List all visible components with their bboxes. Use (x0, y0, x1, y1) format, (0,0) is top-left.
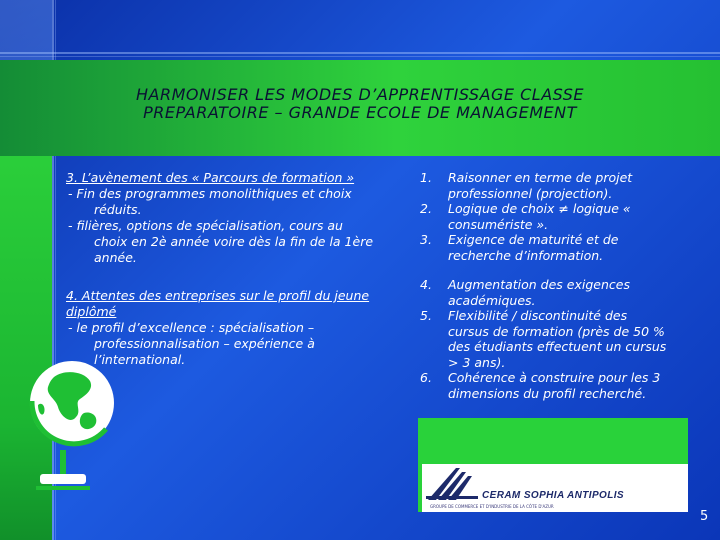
list-number: 5. (420, 308, 432, 323)
section-4-heading: 4. Attentes des entreprises sur le profil du jeune diplômé (66, 288, 370, 319)
list-text: Exigence de maturité et de recherche d’information. (448, 232, 619, 263)
list-text: Augmentation des exigences académiques. (448, 277, 630, 308)
list-item (420, 308, 670, 370)
page-number: 5 (700, 509, 709, 524)
section-4-item-1: - le profil d’excellence : spécialisation – professionnalisation – expérience à l’international. (68, 320, 315, 367)
left-content (66, 170, 376, 390)
list-number: 2. (420, 201, 432, 216)
section-4 (66, 288, 376, 368)
section-3 (66, 170, 376, 266)
list-text: Raisonner en terme de projet professionnel (projection). (448, 170, 633, 201)
title-line-2: PREPARATOIRE – GRANDE ECOLE DE MANAGEMENT (143, 103, 577, 122)
frame-line-horizontal (0, 52, 720, 54)
section-3-item-2: - filières, options de spécialisation, cours au choix en 2è année voire dès la fin de la 1ère année. (68, 218, 374, 265)
logo-text: CERAM SOPHIA ANTIPOLIS (482, 490, 624, 501)
list-item (420, 277, 670, 308)
list-text: Cohérence à construire pour les 3 dimensions du profil recherché. (448, 370, 661, 401)
logo-subtext: GROUPE DE COMMERCE ET D'INDUSTRIE DE LA CÔTE D'AZUR (430, 504, 554, 509)
list-number: 4. (420, 277, 432, 292)
list-item (420, 370, 670, 401)
globe-stand-icon (36, 450, 96, 494)
title-line-1: HARMONISER LES MODES D’APPRENTISSAGE CLASSE (136, 85, 584, 104)
list-text: Logique de choix ≠ logique « consumériste ». (448, 201, 631, 232)
list-number: 6. (420, 370, 432, 385)
list-text: Flexibilité / discontinuité des cursus de formation (près de 50 % des étudiants effectuent un cursus > 3 ans). (448, 308, 667, 370)
list-number: 3. (420, 232, 432, 247)
list-item (420, 201, 670, 232)
ceram-logo (422, 464, 688, 512)
slide-title (60, 86, 660, 122)
right-numbered-list (420, 170, 670, 401)
list-item (420, 170, 670, 201)
section-3-heading: 3. L’avènement des « Parcours de formation » (66, 170, 355, 185)
list-number: 1. (420, 170, 432, 185)
logo-mark-icon (426, 466, 478, 502)
section-3-item-1: - Fin des programmes monolithiques et choix réduits. (68, 186, 352, 217)
list-item (420, 232, 670, 263)
frame-line-horizontal-inner (0, 56, 720, 57)
